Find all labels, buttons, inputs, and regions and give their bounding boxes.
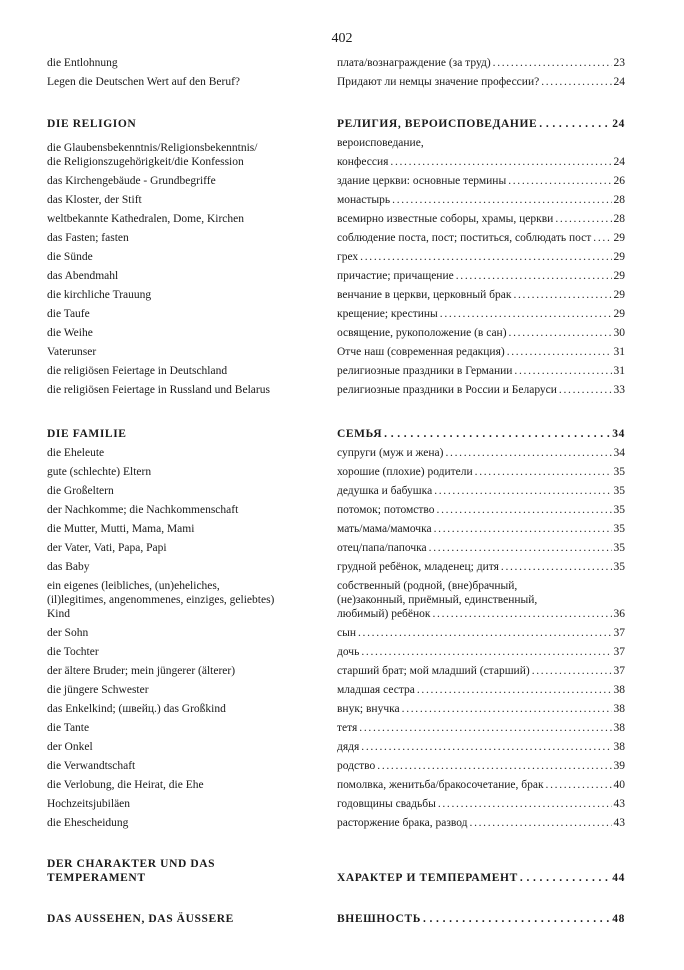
entry-german: Hochzeitsjubiläen xyxy=(47,798,131,810)
dot-leader xyxy=(417,683,612,697)
heading-german: DIE FAMILIE xyxy=(47,428,127,440)
entry-page: 35 xyxy=(613,542,625,554)
entry-russian: отец/папа/папочка xyxy=(337,542,427,554)
heading-german: DER CHARAKTER UND DAS TEMPERAMENT xyxy=(47,858,216,884)
toc-entry xyxy=(47,326,625,340)
toc-entry xyxy=(47,522,625,536)
dot-leader xyxy=(559,383,612,397)
entry-page: 39 xyxy=(613,760,625,772)
dot-leader xyxy=(493,56,612,70)
entry-russian: всемирно известные соборы, храмы, церкви xyxy=(337,213,554,225)
table-of-contents xyxy=(47,54,625,926)
dot-leader xyxy=(546,778,612,792)
toc-entry xyxy=(47,364,625,378)
toc-entry xyxy=(47,250,625,264)
heading-page: 44 xyxy=(612,872,625,884)
dot-leader xyxy=(532,664,612,678)
heading-page: 48 xyxy=(612,913,625,925)
entry-german: die kirchliche Trauung xyxy=(47,289,152,301)
entry-page: 29 xyxy=(613,251,625,263)
dot-leader xyxy=(593,231,611,245)
dot-leader xyxy=(438,797,612,811)
toc-entry xyxy=(47,446,625,460)
entry-russian: сын xyxy=(337,627,356,639)
heading-page: 24 xyxy=(612,118,625,130)
toc-entry xyxy=(47,212,625,226)
entry-russian: внук; внучка xyxy=(337,703,400,715)
entry-german: die jüngere Schwester xyxy=(47,684,149,696)
entry-page: 24 xyxy=(613,156,625,168)
page-number: 402 xyxy=(331,31,353,46)
entry-german: der Nachkomme; die Nachkommenschaft xyxy=(47,504,239,516)
entry-page: 37 xyxy=(613,646,625,658)
dot-leader xyxy=(437,503,612,517)
entry-russian: мать/мама/мамочка xyxy=(337,523,432,535)
entry-page: 40 xyxy=(613,779,625,791)
toc-entry xyxy=(47,56,625,70)
entry-german: Legen die Deutschen Wert auf den Beruf? xyxy=(47,76,241,88)
entry-russian: монастырь xyxy=(337,194,391,206)
toc-entry xyxy=(47,702,625,716)
entry-page: 35 xyxy=(613,466,625,478)
dot-leader xyxy=(434,522,612,536)
entry-german: das Abendmahl xyxy=(47,270,119,282)
entry-german: die Tante xyxy=(47,722,90,734)
section-heading-family xyxy=(47,427,625,441)
entry-russian: причастие; причащение xyxy=(337,270,454,282)
toc-entry xyxy=(47,75,625,89)
entry-german: die Sünde xyxy=(47,251,93,263)
entry-german: gute (schlechte) Eltern xyxy=(47,466,152,478)
entry-russian: венчание в церкви, церковный брак xyxy=(337,289,512,301)
toc-entry xyxy=(47,759,625,773)
dot-leader xyxy=(390,155,611,169)
entry-page: 24 xyxy=(613,76,625,88)
dot-leader xyxy=(520,871,610,885)
dot-leader xyxy=(470,816,612,830)
entry-russian: потомок; потомство xyxy=(337,504,435,516)
toc-entry xyxy=(47,541,625,555)
toc-entry xyxy=(47,345,625,359)
dot-leader xyxy=(508,174,611,188)
entry-page: 29 xyxy=(613,232,625,244)
toc-entry xyxy=(47,778,625,792)
dot-leader xyxy=(541,75,611,89)
entry-russian: старший брат; мой младший (старший) xyxy=(337,665,530,677)
dot-leader xyxy=(555,212,611,226)
toc-entry xyxy=(47,193,625,207)
entry-page: 38 xyxy=(613,722,625,734)
entry-german: das Fasten; fasten xyxy=(47,232,129,244)
entry-page: 35 xyxy=(613,504,625,516)
dot-leader xyxy=(377,759,611,773)
entry-russian: супруги (муж и жена) xyxy=(337,447,444,459)
toc-entry xyxy=(47,503,625,517)
entry-german: weltbekannte Kathedralen, Dome, Kirchen xyxy=(47,213,245,225)
toc-entry xyxy=(47,626,625,640)
dot-leader xyxy=(513,288,611,302)
entry-page: 35 xyxy=(613,485,625,497)
entry-page: 38 xyxy=(613,684,625,696)
entry-german: das Baby xyxy=(47,561,90,573)
dot-leader xyxy=(501,560,612,574)
entry-page: 30 xyxy=(613,327,625,339)
entry-russian-first-line: вероисповедание, xyxy=(337,137,424,149)
heading-russian: ХАРАКТЕР И ТЕМПЕРАМЕНТ xyxy=(337,872,518,884)
entry-page: 37 xyxy=(613,627,625,639)
entry-russian: здание церкви: основные термины xyxy=(337,175,507,187)
entry-page: 29 xyxy=(613,270,625,282)
entry-russian: соблюдение поста, пост; поститься, соблюдать пост xyxy=(337,232,592,244)
section-heading-appearance xyxy=(47,912,625,926)
toc-entry xyxy=(47,383,625,397)
entry-russian: расторжение брака, развод xyxy=(337,817,468,829)
toc-entry xyxy=(47,484,625,498)
entry-russian: любимый) ребёнок xyxy=(337,608,431,620)
entry-russian: тетя xyxy=(337,722,358,734)
entry-german: die Taufe xyxy=(47,308,90,320)
toc-entry xyxy=(47,231,625,245)
entry-russian: грех xyxy=(337,251,359,263)
entry-russian: конфессия xyxy=(337,156,389,168)
dot-leader xyxy=(434,484,611,498)
dot-leader xyxy=(384,427,610,441)
entry-page: 35 xyxy=(613,523,625,535)
entry-russian: дядя xyxy=(337,741,360,753)
entry-page: 29 xyxy=(613,289,625,301)
entry-german: die Ehescheidung xyxy=(47,817,129,829)
dot-leader xyxy=(509,326,612,340)
dot-leader xyxy=(358,626,612,640)
entry-russian: дедушка и бабушка xyxy=(337,485,433,497)
entry-german: die Verlobung, die Heirat, die Ehe xyxy=(47,779,204,791)
toc-entry xyxy=(47,740,625,754)
entry-russian: религиозные праздники в России и Беларуси xyxy=(337,384,557,396)
entry-page: 43 xyxy=(613,798,625,810)
section-heading-religion xyxy=(47,117,625,131)
entry-german: die Glaubensbekenntnis/Religionsbekenntnis/ die Religionszugehörigkeit/die Konfession xyxy=(47,142,258,168)
entry-russian: родство xyxy=(337,760,376,772)
heading-russian: РЕЛИГИЯ, ВЕРОИСПОВЕДАНИЕ xyxy=(337,118,538,130)
dot-leader xyxy=(539,117,610,131)
dot-leader xyxy=(475,465,612,479)
entry-german: die Tochter xyxy=(47,646,99,658)
toc-entry xyxy=(47,307,625,321)
dot-leader xyxy=(361,645,611,659)
toc-entry xyxy=(47,269,625,283)
entry-russian: младшая сестра xyxy=(337,684,415,696)
entry-russian: плата/вознаграждение (за труд) xyxy=(337,57,491,69)
entry-russian: хорошие (плохие) родители xyxy=(337,466,473,478)
entry-russian: Придают ли немцы значение профессии? xyxy=(337,76,540,88)
entry-page: 31 xyxy=(613,346,625,358)
toc-entry xyxy=(47,797,625,811)
dot-leader xyxy=(361,740,611,754)
toc-entry xyxy=(47,288,625,302)
entry-russian: освящение, рукоположение (в сан) xyxy=(337,327,507,339)
entry-page: 35 xyxy=(613,561,625,573)
toc-entry xyxy=(47,560,625,574)
entry-page: 43 xyxy=(613,817,625,829)
entry-german: die Großeltern xyxy=(47,485,114,497)
entry-page: 34 xyxy=(613,447,625,459)
entry-russian: Отче наш (современная редакция) xyxy=(337,346,505,358)
dot-leader xyxy=(359,721,611,735)
entry-page: 38 xyxy=(613,741,625,753)
entry-page: 28 xyxy=(613,194,625,206)
entry-page: 33 xyxy=(613,384,625,396)
heading-german: DAS AUSSEHEN, DAS ÄUSSERE xyxy=(47,913,234,925)
entry-page: 31 xyxy=(613,365,625,377)
entry-page: 23 xyxy=(613,57,625,69)
dot-leader xyxy=(507,345,612,359)
entry-german: ein eigenes (leibliches, (un)eheliches, (il)legitimes, angenommenes, einziges, geliebtes) Kind xyxy=(47,580,275,620)
dot-leader xyxy=(446,446,612,460)
section-heading-character xyxy=(47,857,625,885)
entry-german: die religiösen Feiertage in Deutschland xyxy=(47,365,228,377)
dot-leader xyxy=(392,193,611,207)
entry-german: die Mutter, Mutti, Mama, Mami xyxy=(47,523,195,535)
dot-leader xyxy=(402,702,612,716)
entry-german: das Kloster, der Stift xyxy=(47,194,142,206)
entry-german: der Sohn xyxy=(47,627,89,639)
dot-leader xyxy=(440,307,612,321)
dot-leader xyxy=(456,269,612,283)
heading-russian: ВНЕШНОСТЬ xyxy=(337,913,421,925)
entry-russian: годовщины свадьбы xyxy=(337,798,436,810)
entry-page: 37 xyxy=(613,665,625,677)
toc-entry xyxy=(47,816,625,830)
entry-page: 29 xyxy=(613,308,625,320)
entry-russian-first-lines: собственный (родной, (вне)брачный, (не)законный, приёмный, единственный, xyxy=(337,580,538,606)
entry-russian: религиозные праздники в Германии xyxy=(337,365,513,377)
toc-entry xyxy=(47,136,625,169)
toc-entry xyxy=(47,465,625,479)
dot-leader xyxy=(360,250,611,264)
dot-leader xyxy=(423,912,610,926)
heading-russian: СЕМЬЯ xyxy=(337,428,383,440)
toc-entry xyxy=(47,579,625,621)
entry-german: die religiösen Feiertage in Russland und Belarus xyxy=(47,384,270,396)
entry-german: Vaterunser xyxy=(47,346,97,358)
dot-leader xyxy=(514,364,611,378)
entry-page: 26 xyxy=(613,175,625,187)
entry-german: das Kirchengebäude - Grundbegriffe xyxy=(47,175,216,187)
entry-german: die Eheleute xyxy=(47,447,105,459)
entry-page: 38 xyxy=(613,703,625,715)
entry-page: 28 xyxy=(613,213,625,225)
toc-entry xyxy=(47,645,625,659)
entry-german: die Weihe xyxy=(47,327,93,339)
entry-german: das Enkelkind; (швейц.) das Großkind xyxy=(47,703,226,715)
entry-german: der ältere Bruder; mein jüngerer (älterer) xyxy=(47,665,236,677)
entry-german: die Verwandtschaft xyxy=(47,760,136,772)
entry-german: der Onkel xyxy=(47,741,93,753)
entry-russian: крещение; крестины xyxy=(337,308,438,320)
entry-german: die Entlohnung xyxy=(47,57,118,69)
dot-leader xyxy=(429,541,612,555)
entry-page: 36 xyxy=(613,608,625,620)
dot-leader xyxy=(433,607,612,621)
heading-page: 34 xyxy=(612,428,625,440)
entry-russian: грудной ребёнок, младенец; дитя xyxy=(337,561,499,573)
toc-entry xyxy=(47,721,625,735)
toc-entry xyxy=(47,174,625,188)
entry-russian: дочь xyxy=(337,646,360,658)
entry-russian: помолвка, женитьба/бракосочетание, брак xyxy=(337,779,544,791)
heading-german: DIE RELIGION xyxy=(47,118,137,130)
toc-entry xyxy=(47,664,625,678)
entry-german: der Vater, Vati, Papa, Papi xyxy=(47,542,167,554)
toc-entry xyxy=(47,683,625,697)
